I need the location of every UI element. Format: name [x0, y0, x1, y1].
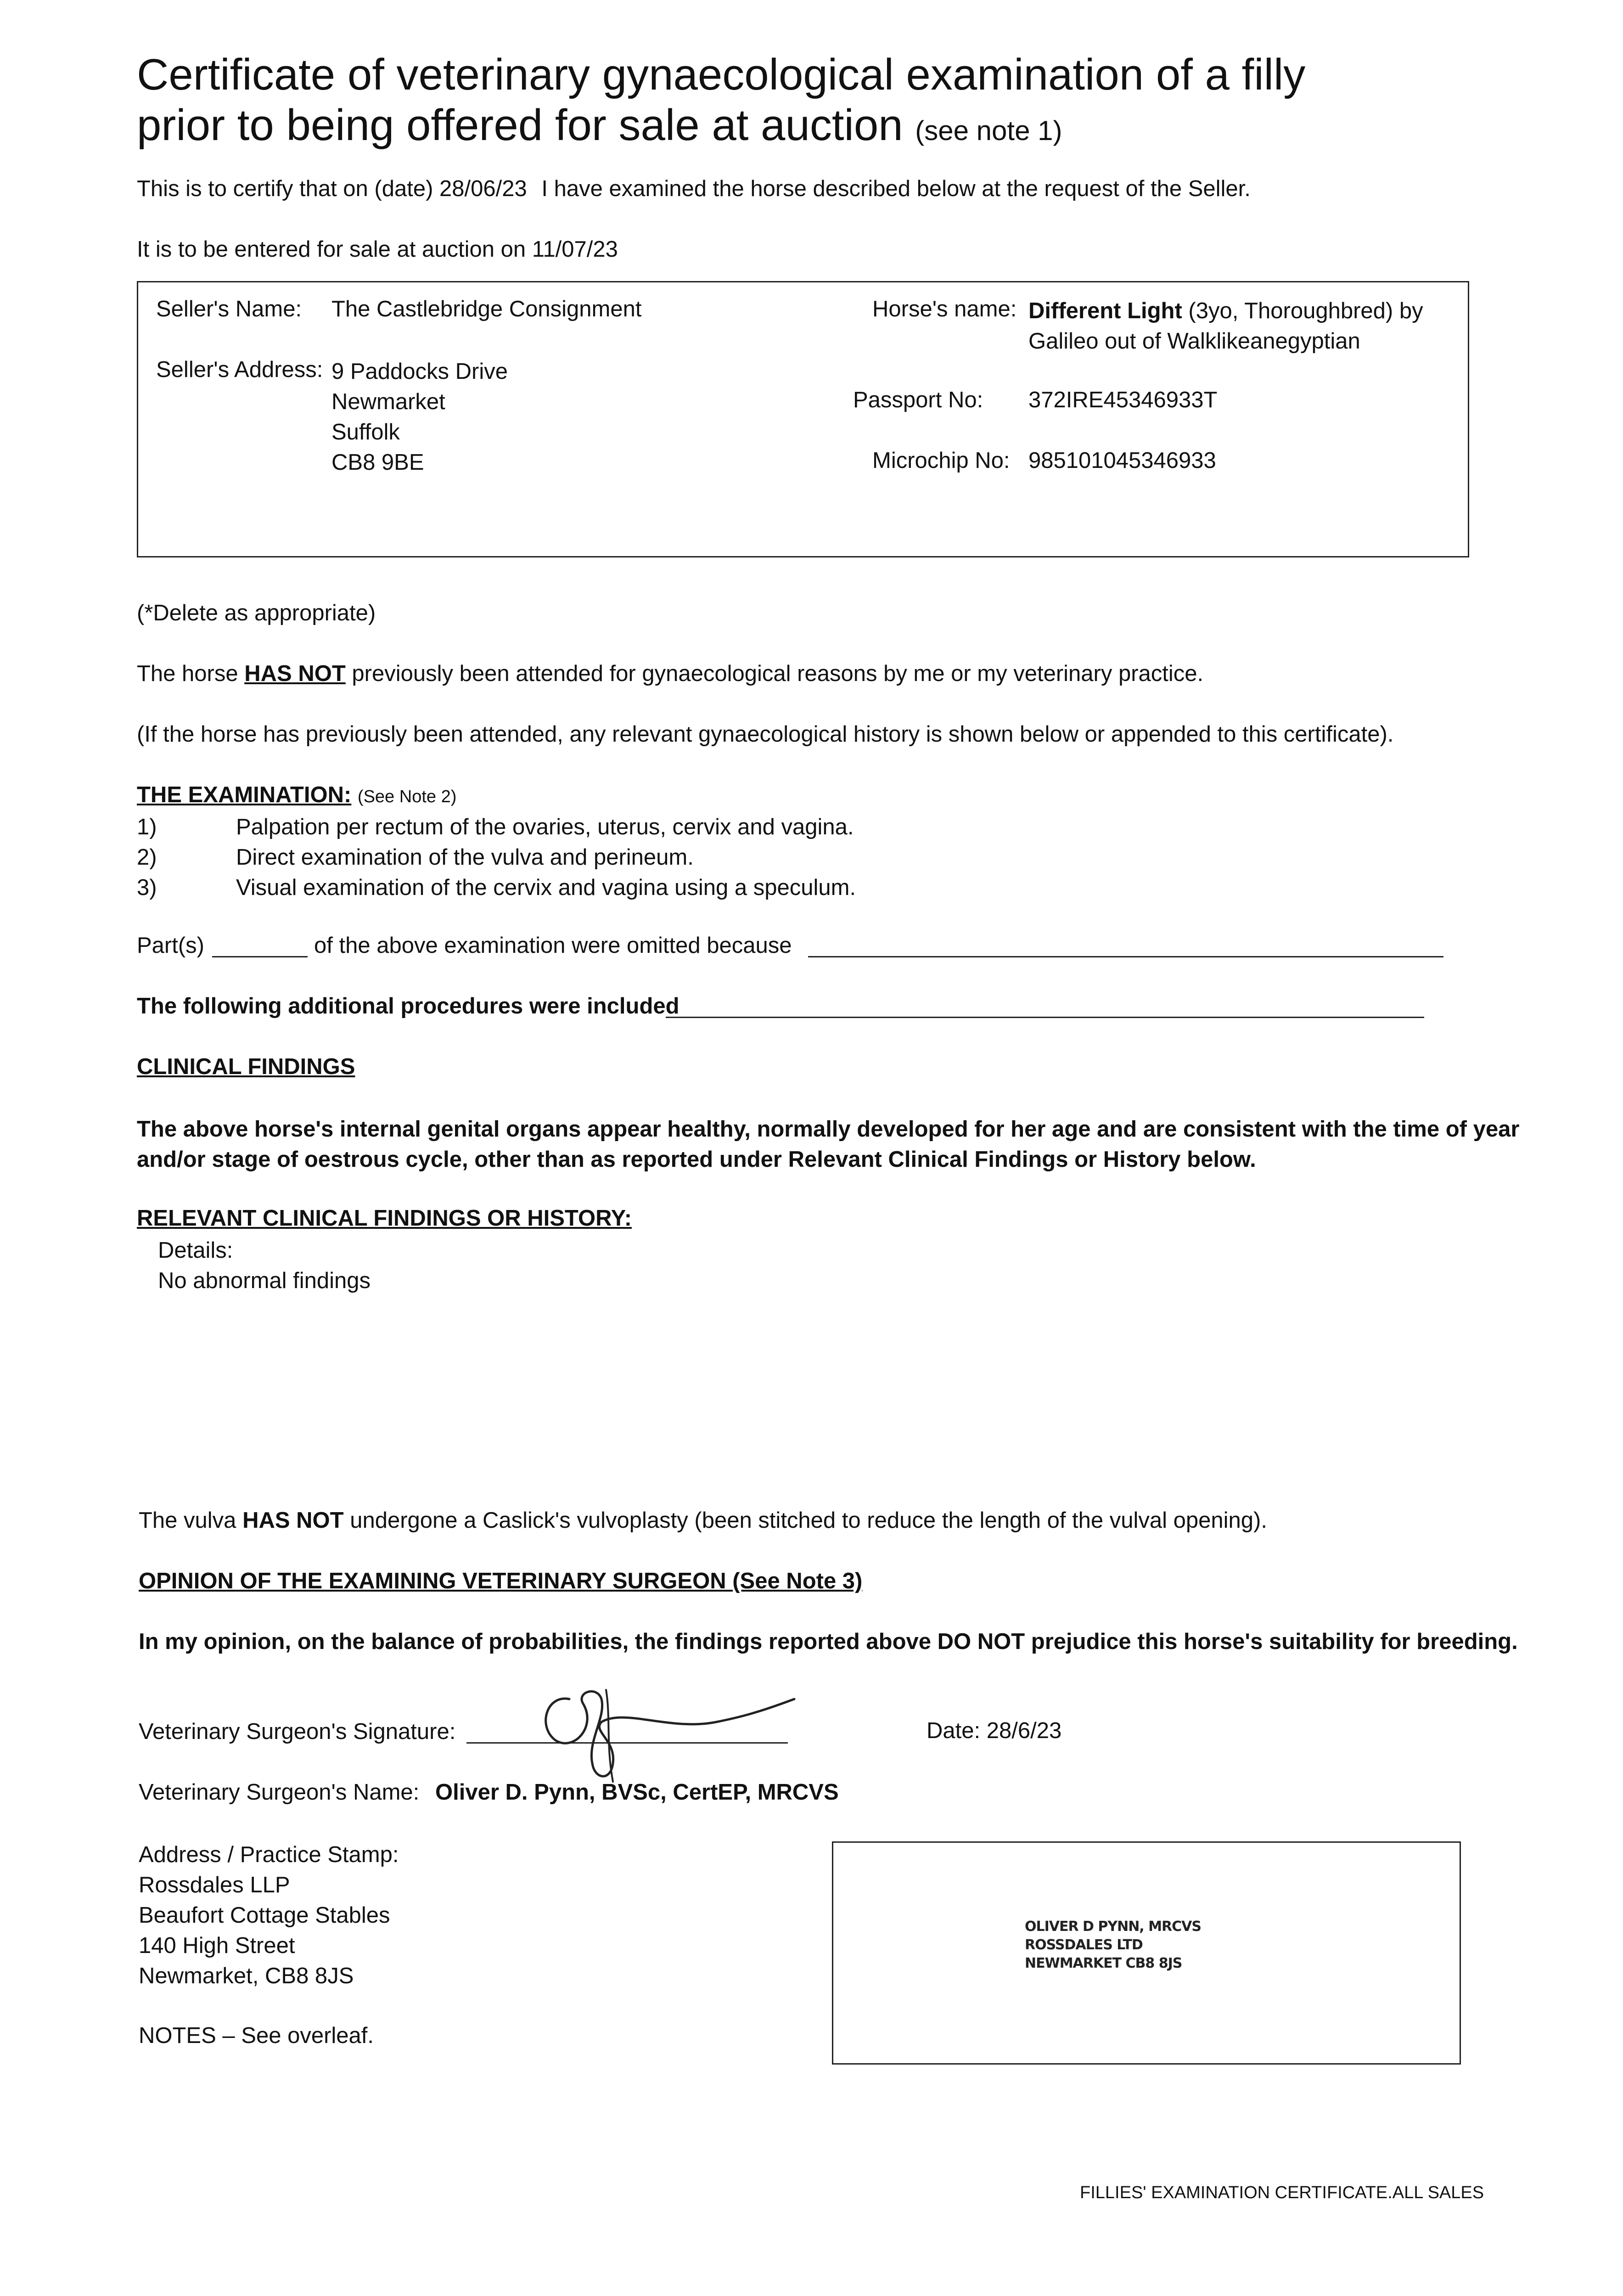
attended-prefix: The horse [137, 661, 238, 686]
attended-statement [137, 660, 1203, 687]
omitted-middle-text: of the above examination were omitted because [314, 933, 792, 958]
title-note: (see note 1) [915, 115, 1062, 146]
opinion-text: In my opinion, on the balance of probabilities, the findings reported above DO NOT prejudice this horse's suitability for breeding. [139, 1629, 1518, 1654]
additional-procedures-blank [666, 1017, 1424, 1018]
practice-line: Beaufort Cottage Stables [139, 1903, 390, 1928]
microchip-number: 985101045346933 [1028, 448, 1216, 473]
address-line: CB8 9BE [331, 450, 424, 475]
vulva-statement [139, 1507, 1267, 1534]
signature-label: Veterinary Surgeon's Signature: [139, 1719, 456, 1744]
examination-heading [137, 782, 456, 809]
list-item-text: Direct examination of the vulva and perineum. [236, 845, 694, 870]
list-item [137, 842, 856, 872]
details-label: Details: [158, 1238, 233, 1263]
seller-name: The Castlebridge Consignment [331, 297, 642, 321]
signature-image [519, 1671, 803, 1791]
title-line-1: Certificate of veterinary gynaecological examination of a filly [137, 50, 1306, 99]
horse-description-line-1 [1028, 296, 1423, 326]
list-item-number: 2) [137, 845, 157, 870]
vet-name: Oliver D. Pynn, BVSc, CertEP, MRCVS [435, 1780, 839, 1805]
list-item [137, 812, 856, 842]
clinical-findings-text [137, 1114, 1519, 1175]
auction-statement [137, 236, 618, 263]
stamp-line: OLIVER D PYNN, MRCVS [1025, 1919, 1201, 1935]
practice-stamp [1025, 1918, 1201, 1973]
address-line: 9 Paddocks Drive [331, 359, 508, 384]
clinical-text-line-1: The above horse's internal genital organs appear healthy, normally developed for her age and are consistent with the time of year [137, 1117, 1520, 1142]
certify-suffix: I have examined the horse described below at the request of the Seller. [541, 176, 1251, 201]
vulva-status: HAS NOT [242, 1508, 344, 1533]
practice-address [139, 1840, 399, 1991]
address-line: Newmarket [331, 389, 445, 414]
list-item-number: 3) [137, 875, 157, 900]
stamp-line: ROSSDALES LTD [1025, 1937, 1143, 1953]
practice-line: Rossdales LLP [139, 1873, 290, 1897]
practice-line: Newmarket, CB8 8JS [139, 1964, 354, 1988]
attended-suffix: previously been attended for gynaecological reasons by me or my veterinary practice. [352, 661, 1204, 686]
seller-address [331, 356, 508, 478]
horse-name-label: Horse's name: [872, 297, 1017, 321]
list-item-text: Palpation per rectum of the ovaries, uterus, cervix and vagina. [236, 815, 854, 839]
examination-title: THE EXAMINATION: [137, 782, 352, 807]
omitted-reason-blank [808, 956, 1443, 957]
vulva-suffix: undergone a Caslick's vulvoplasty (been stitched to reduce the length of the vulval opening). [350, 1508, 1267, 1533]
certificate-title [137, 50, 1305, 151]
seller-address-label: Seller's Address: [156, 357, 323, 382]
auction-date: 11/07/23 [532, 237, 618, 262]
certify-prefix: This is to certify that on (date) [137, 176, 433, 201]
title-line-2-text: prior to being offered for sale at auction [137, 101, 903, 150]
title-line-2 [137, 100, 1305, 151]
additional-procedures-label: The following additional procedures were included [137, 994, 680, 1019]
date-label: Date: [927, 1718, 981, 1743]
clinical-findings-heading: CLINICAL FINDINGS [137, 1054, 355, 1079]
vet-name-label: Veterinary Surgeon's Name: [139, 1780, 420, 1805]
certify-statement [137, 175, 1251, 203]
omitted-part-label: Part(s) [137, 933, 204, 958]
opinion-heading: OPINION OF THE EXAMINING VETERINARY SURGEON (See Note 3) [139, 1569, 863, 1593]
horse-desc-2: Galileo out of Walklikeanegyptian [1028, 329, 1360, 354]
stamp-line: NEWMARKET CB8 8JS [1025, 1955, 1182, 1971]
delete-note: (*Delete as appropriate) [137, 601, 376, 625]
relevant-findings-details [158, 1235, 371, 1296]
examination-list [137, 812, 856, 903]
footer-label: FILLIES' EXAMINATION CERTIFICATE.ALL SALES [1080, 2183, 1484, 2202]
history-note: (If the horse has previously been attended, any relevant gynaecological history is shown below or appended to this certificate). [137, 722, 1394, 747]
relevant-findings-heading: RELEVANT CLINICAL FINDINGS OR HISTORY: [137, 1206, 632, 1231]
auction-prefix: It is to be entered for sale at auction on [137, 237, 526, 262]
omitted-part-blank [212, 956, 308, 957]
list-item-number: 1) [137, 815, 157, 839]
passport-number: 372IRE45346933T [1028, 388, 1218, 412]
details-value: No abnormal findings [158, 1268, 371, 1293]
horse-name: Different Light [1028, 298, 1182, 323]
address-stamp-label: Address / Practice Stamp: [139, 1842, 399, 1867]
attended-status: HAS NOT [244, 661, 346, 686]
examination-date: 28/06/23 [439, 176, 527, 201]
clinical-text-line-2: and/or stage of oestrous cycle, other than as reported under Relevant Clinical Findings or History below. [137, 1147, 1256, 1172]
passport-label: Passport No: [853, 388, 983, 412]
date-value: 28/6/23 [986, 1718, 1062, 1743]
list-item [137, 872, 856, 903]
horse-desc-1: (3yo, Thoroughbred) by [1188, 298, 1423, 323]
microchip-label: Microchip No: [872, 448, 1010, 473]
practice-line: 140 High Street [139, 1933, 295, 1958]
signature-date [927, 1717, 1061, 1745]
examination-note: (See Note 2) [357, 787, 457, 806]
horse-description [1028, 296, 1423, 356]
vulva-prefix: The vulva [139, 1508, 236, 1533]
seller-name-label: Seller's Name: [156, 297, 302, 321]
list-item-text: Visual examination of the cervix and vagina using a speculum. [236, 875, 856, 900]
address-line: Suffolk [331, 420, 400, 445]
notes-reference: NOTES – See overleaf. [139, 2023, 374, 2048]
